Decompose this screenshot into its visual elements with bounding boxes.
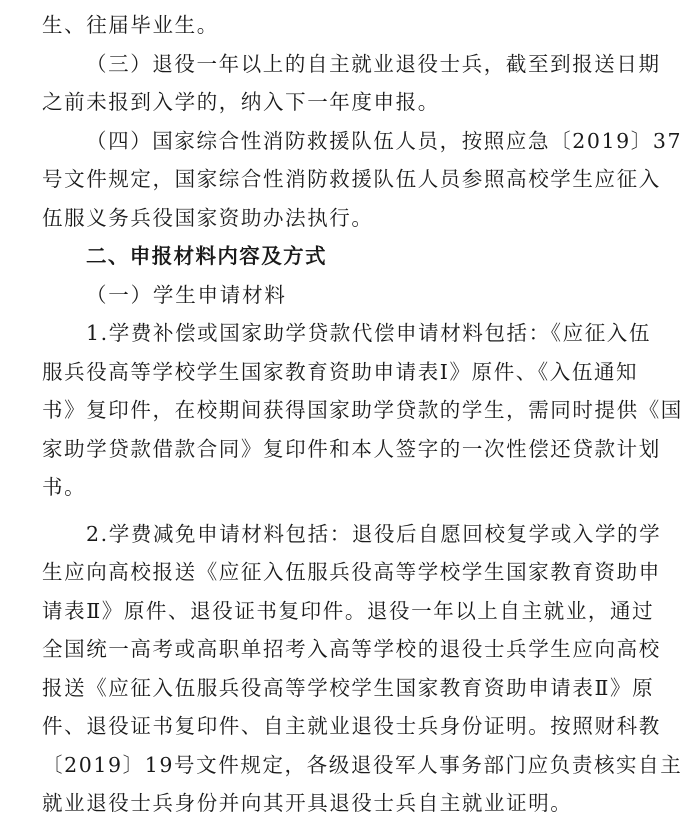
paragraph-line: 请表Ⅱ》原件、退役证书复印件。退役一年以上自主就业，通过 [42, 598, 655, 623]
paragraph-line: （四）国家综合性消防救援队伍人员，按照应急〔2019〕37 [86, 128, 683, 153]
section-heading: 二、申报材料内容及方式 [86, 244, 327, 268]
paragraph-line: （三）退役一年以上的自主就业退役士兵，截至到报送日期 [86, 51, 661, 76]
paragraph-line: 之前未报到入学的，纳入下一年度申报。 [42, 90, 440, 114]
paragraph-line: 2.学费减免申请材料包括：退役后自愿回校复学或入学的学 [86, 521, 662, 546]
paragraph-line: 就业退役士兵身份并向其开具退役士兵自主就业证明。 [42, 791, 573, 815]
subsection-heading: （一）学生申请材料 [86, 282, 287, 307]
paragraph-line: 家助学贷款借款合同》复印件和本人签字的一次性偿还贷款计划 [42, 436, 661, 461]
paragraph-line: 号文件规定，国家综合性消防救援队伍人员参照高校学生应征入 [42, 167, 661, 191]
paragraph-line: 全国统一高考或高职单招考入高等学校的退役士兵学生应向高校 [42, 637, 661, 661]
paragraph-line: 件、退役证书复印件、自主就业退役士兵身份证明。按照财科教 [42, 714, 661, 738]
paragraph-line: 书。 [42, 475, 87, 499]
paragraph-line: 生应向高校报送《应征入伍服兵役高等学校学生国家教育资助申 [42, 560, 661, 584]
paragraph-gap [42, 507, 665, 515]
paragraph-line: 〔2019〕19号文件规定，各级退役军人事务部门应负责核实自主 [42, 752, 683, 777]
paragraph-line: 服兵役高等学校学生国家教育资助申请表Ⅰ》原件、《入伍通知 [42, 359, 639, 384]
paragraph-line: 生、往届毕业生。 [42, 13, 219, 37]
paragraph-line: 1.学费补偿或国家助学贷款代偿申请材料包括：《应征入伍 [86, 321, 652, 345]
paragraph-line: 伍服义务兵役国家资助办法执行。 [42, 205, 374, 230]
paragraph-line: 报送《应征入伍服兵役高等学校学生国家教育资助申请表Ⅱ》原 [42, 675, 655, 700]
paragraph-line: 书》复印件，在校期间获得国家助学贷款的学生，需同时提供《国 [42, 398, 683, 422]
